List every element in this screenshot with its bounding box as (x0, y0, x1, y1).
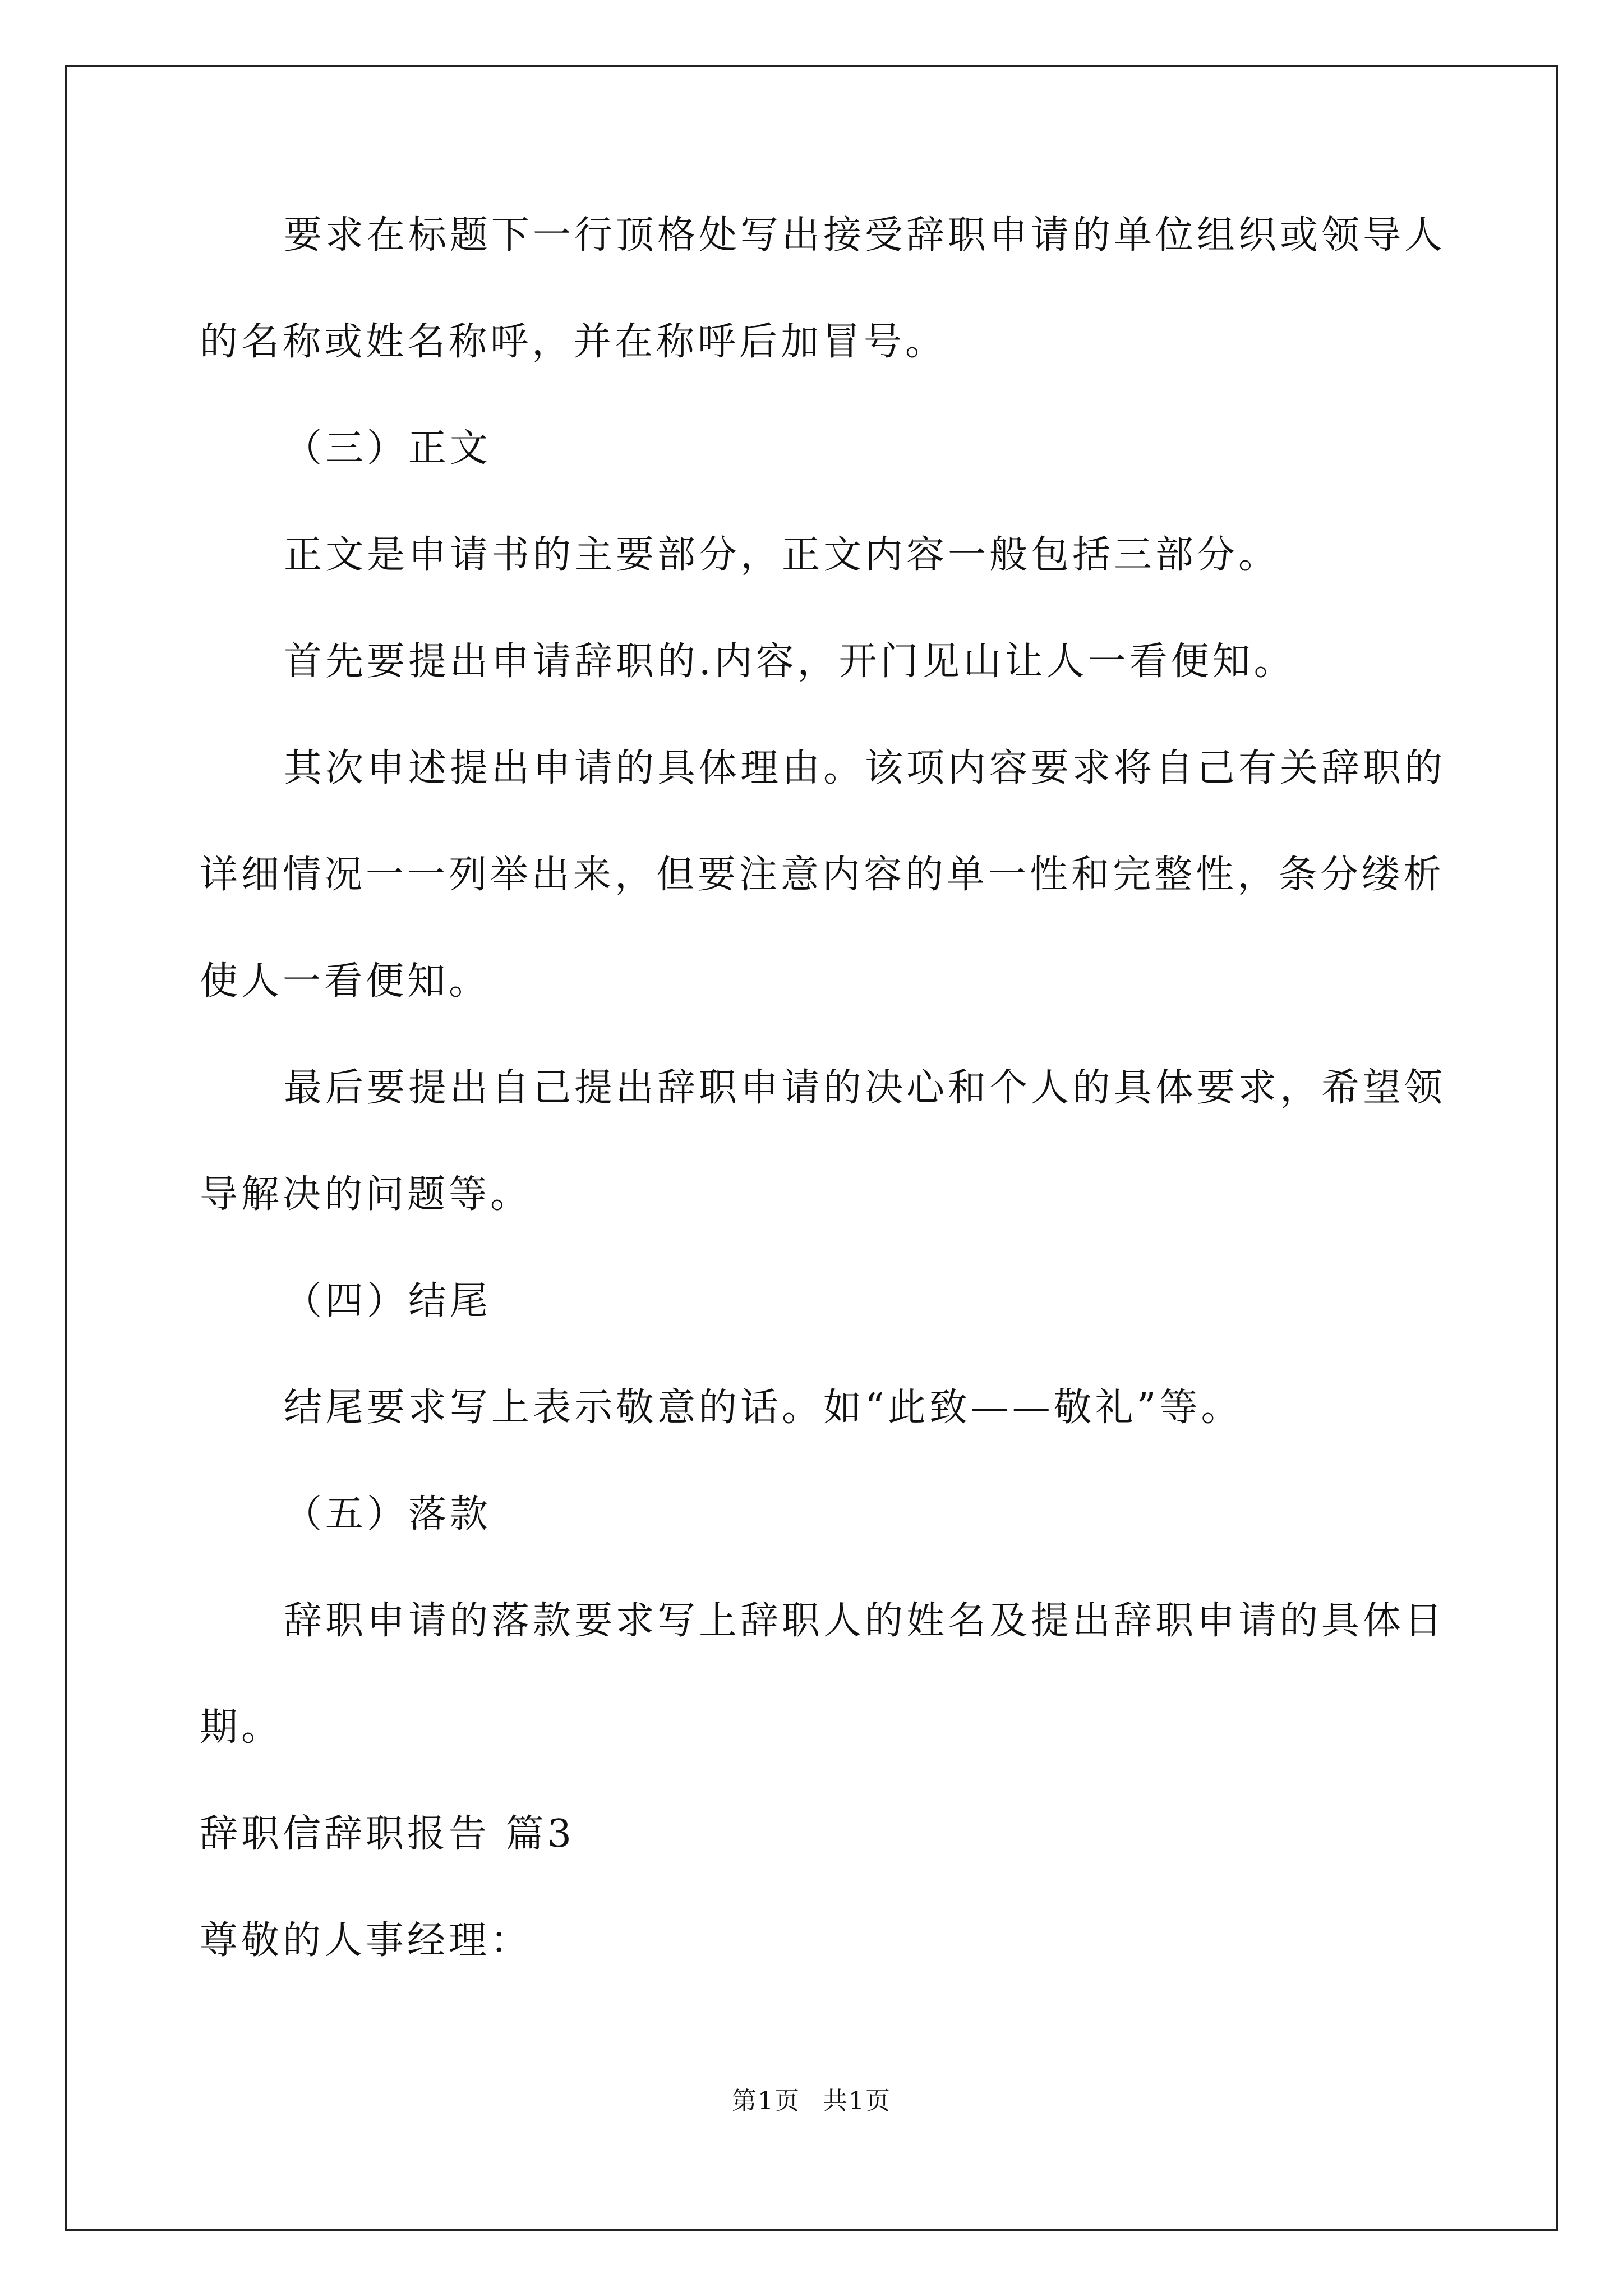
paragraph-line: 使人一看便知。 (200, 959, 491, 1004)
paragraph-line: 首先要提出申请辞职的.内容，开门见山让人一看便知。 (284, 639, 1295, 684)
page-footer (0, 2086, 1623, 2117)
paragraph-line: 正文是申请书的主要部分，正文内容一般包括三部分。 (284, 533, 1280, 577)
paragraph-line: 辞职申请的落款要求写上辞职人的姓名及提出辞职申请的具体日 (284, 1599, 1446, 1643)
salutation: 尊敬的人事经理： (200, 1918, 532, 1963)
paragraph-line: 期。 (200, 1705, 283, 1750)
page-total: 共1页 (823, 2087, 891, 2115)
section-heading: （五）落款 (284, 1492, 492, 1536)
article-title: 辞职信辞职报告 篇3 (200, 1812, 575, 1856)
page-number: 第1页 (732, 2087, 800, 2115)
page-border (65, 65, 1558, 2231)
paragraph-line: 导解决的问题等。 (200, 1172, 532, 1217)
paragraph-line: 详细情况一一列举出来，但要注意内容的单一性和完整性，条分缕析 (200, 853, 1445, 897)
section-heading: （三）正文 (284, 426, 492, 471)
paragraph-line: 其次申述提出申请的具体理由。该项内容要求将自己有关辞职的 (284, 746, 1446, 790)
paragraph-line: 最后要提出自己提出辞职申请的决心和个人的具体要求，希望领 (284, 1066, 1446, 1110)
paragraph-line: 的名称或姓名称呼，并在称呼后加冒号。 (200, 320, 947, 364)
paragraph-line: 结尾要求写上表示敬意的话。如“此致——敬礼”等。 (284, 1386, 1243, 1430)
paragraph-line: 要求在标题下一行顶格处写出接受辞职申请的单位组织或领导人 (284, 213, 1446, 257)
section-heading: （四）结尾 (284, 1279, 492, 1323)
